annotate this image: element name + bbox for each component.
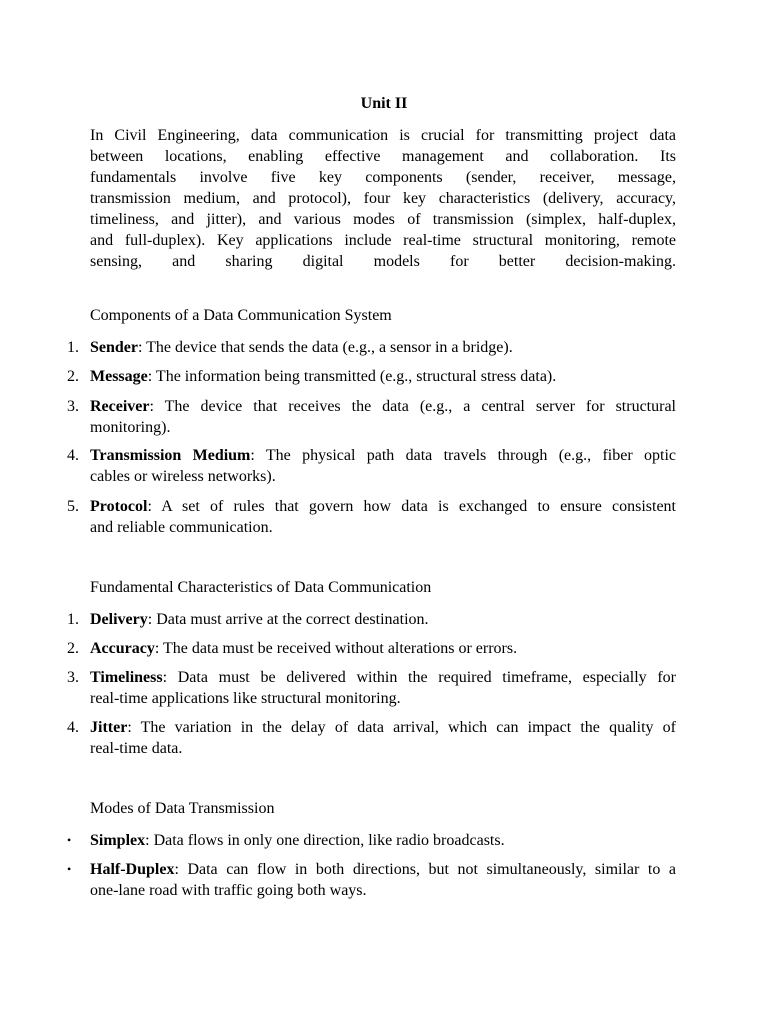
- term-description-cont: cables or wireless networks).: [90, 468, 276, 485]
- list-number: 3.: [67, 669, 79, 686]
- list-number: 4.: [67, 719, 79, 736]
- list-item-text: [90, 638, 676, 659]
- term-description: : The physical path data travels through (e.g., fiber optic: [250, 447, 676, 464]
- term-description: : The information being transmitted (e.g., structural stress data).: [147, 368, 557, 385]
- bullet-icon: •: [67, 862, 72, 876]
- term-description: : The variation in the delay of data arrival, which can impact the quality of: [127, 719, 676, 736]
- list-number: 2.: [67, 640, 79, 657]
- list-item-text: [90, 859, 676, 901]
- list-item-text: [90, 667, 676, 709]
- term-description: : Data can flow in both directions, but not simultaneously, similar to a: [174, 861, 676, 878]
- term-description: : The device that receives the data (e.g., a central server for structural: [149, 398, 676, 415]
- term-description-cont: real-time data.: [90, 740, 183, 757]
- intro-line: fundamentals involve five key components (sender, receiver, message,: [90, 169, 676, 186]
- term-label: Accuracy: [90, 640, 155, 657]
- term-description: : The data must be received without alterations or errors.: [154, 640, 518, 657]
- term-description: : Data must arrive at the correct destination.: [147, 611, 429, 628]
- term-description: : Data must be delivered within the required timeframe, especially for: [162, 669, 676, 686]
- list-number: 2.: [67, 368, 79, 385]
- intro-line: between locations, enabling effective management and collaboration. Its: [90, 148, 676, 165]
- term-label: Jitter: [90, 719, 128, 736]
- intro-line: transmission medium, and protocol), four key characteristics (delivery, accuracy,: [90, 190, 676, 207]
- list-item-text: [90, 830, 676, 851]
- term-description-cont: one-lane road with traffic going both ways.: [90, 882, 367, 899]
- term-label: Simplex: [90, 832, 146, 849]
- page-title: Unit II: [360, 95, 408, 112]
- intro-line: and full-duplex). Key applications include real-time structural monitoring, remote: [90, 232, 676, 249]
- term-description: : Data flows in only one direction, like radio broadcasts.: [145, 832, 505, 849]
- term-description-cont: and reliable communication.: [90, 519, 273, 536]
- list-number: 3.: [67, 398, 79, 415]
- list-number: 4.: [67, 447, 79, 464]
- term-label: Sender: [90, 339, 138, 356]
- list-item-text: [90, 717, 676, 759]
- modes-heading: Modes of Data Transmission: [90, 800, 275, 817]
- term-description-cont: real-time applications like structural monitoring.: [90, 690, 401, 707]
- intro-paragraph: [90, 125, 676, 272]
- term-label: Receiver: [90, 398, 150, 415]
- term-label: Half-Duplex: [90, 861, 175, 878]
- list-item-text: [90, 337, 676, 358]
- term-label: Transmission Medium: [90, 447, 251, 464]
- intro-line: In Civil Engineering, data communication is crucial for transmitting project data: [90, 127, 676, 144]
- list-item-text: [90, 609, 676, 630]
- list-item-text: [90, 366, 676, 387]
- list-item-text: [90, 445, 676, 487]
- term-description-cont: monitoring).: [90, 419, 171, 436]
- components-heading: Components of a Data Communication System: [90, 307, 392, 324]
- list-number: 1.: [67, 339, 79, 356]
- term-description: : A set of rules that govern how data is exchanged to ensure consistent: [147, 498, 676, 515]
- list-number: 1.: [67, 611, 79, 628]
- list-number: 5.: [67, 498, 79, 515]
- list-item-text: [90, 496, 676, 538]
- list-item-text: [90, 396, 676, 438]
- bullet-icon: •: [67, 833, 72, 847]
- term-label: Message: [90, 368, 148, 385]
- term-label: Protocol: [90, 498, 148, 515]
- term-description: : The device that sends the data (e.g., a sensor in a bridge).: [138, 339, 513, 356]
- intro-line: sensing, and sharing digital models for better decision-making.: [90, 253, 676, 270]
- characteristics-heading: Fundamental Characteristics of Data Communication: [90, 579, 432, 596]
- term-label: Timeliness: [90, 669, 163, 686]
- intro-line: timeliness, and jitter), and various modes of transmission (simplex, half-duplex,: [90, 211, 676, 228]
- term-label: Delivery: [90, 611, 148, 628]
